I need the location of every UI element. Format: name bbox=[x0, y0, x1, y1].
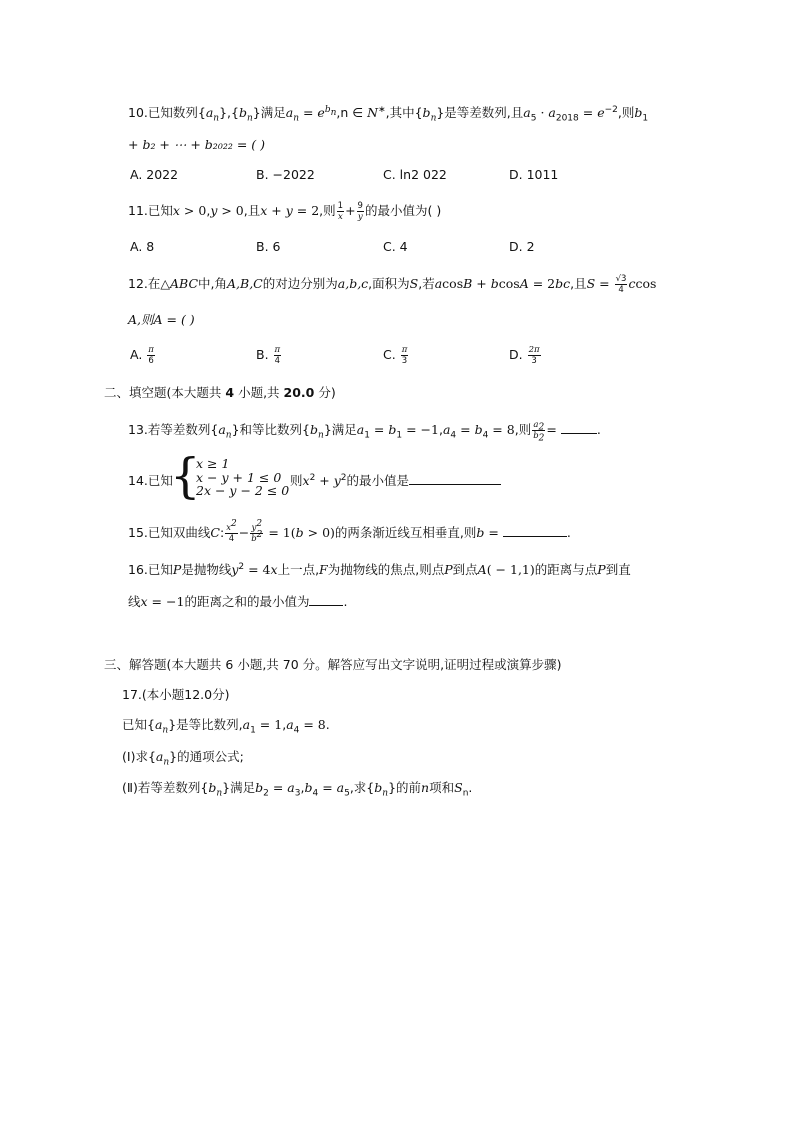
math: b bbox=[634, 105, 643, 120]
q12-text: ,面积为 bbox=[368, 276, 410, 291]
question-17-part2: (Ⅱ)若等差数列$\{b_n\}$满足$b_2 = a_3,b_4 = a_5$,求$\{b_n\}$的前n项和$S_n$. bbox=[122, 780, 473, 799]
q12-text: 的对边分别为 bbox=[262, 276, 338, 291]
question-11-stem bbox=[128, 201, 441, 222]
q10-text: ,n ∈ bbox=[336, 105, 368, 120]
q12-text: 中,角 bbox=[198, 276, 228, 291]
fraction-1-over-x: $\frac{1}{x}$ bbox=[337, 201, 344, 222]
option-label: C. 4 bbox=[383, 239, 408, 254]
section-3-heading: 三、解答题(本大题共 6 小题,共 70 分。解答应写出文字说明,证明过程或演算步骤) bbox=[104, 657, 562, 672]
q10-option-a[interactable] bbox=[130, 166, 178, 184]
q12-option-a[interactable] bbox=[130, 345, 156, 366]
math: a bbox=[548, 105, 556, 120]
math: = 2 bbox=[292, 203, 320, 218]
q16-text: 的距离之和的最小值为 bbox=[184, 594, 310, 609]
option-label: A. 8 bbox=[130, 239, 155, 254]
q12-line2-text: A,则A = ( ) bbox=[128, 312, 195, 327]
q11-option-b[interactable] bbox=[256, 238, 280, 256]
math: $b_n$ bbox=[238, 105, 253, 124]
answer-blank[interactable] bbox=[503, 524, 567, 537]
q15-text: 的两条渐近线互相垂直,则 bbox=[334, 525, 477, 540]
math: $a_n$ bbox=[285, 105, 299, 124]
q14-text: 则 bbox=[290, 473, 303, 488]
option-label: D. bbox=[509, 347, 523, 362]
math: = bbox=[578, 105, 598, 120]
question-14-tail: 则$x^2 + y^2$的最小值是 bbox=[290, 472, 501, 490]
inequality-2: x − y + 1 ≤ 0 bbox=[196, 469, 282, 485]
q11-text: 11.已知 bbox=[128, 203, 173, 218]
section-2-heading: 二、填空题(本大题共 4 小题,共 20.0 分) bbox=[104, 385, 336, 400]
math: $e^{b_n}$ bbox=[317, 104, 337, 120]
q11-text: ,且 bbox=[243, 203, 261, 218]
q17-text: 项和 bbox=[429, 780, 455, 795]
q12-option-c[interactable] bbox=[383, 345, 409, 366]
q16-text: 是抛物线 bbox=[181, 562, 232, 577]
q12-text: ,且 bbox=[570, 276, 587, 291]
math: > 0 bbox=[217, 203, 244, 218]
option-fraction: $\frac{\pi}{3}$ bbox=[401, 345, 408, 366]
q14-text: 14.已知 bbox=[128, 473, 173, 488]
q10-text: ,则 bbox=[617, 105, 635, 120]
question-14-label bbox=[128, 472, 173, 490]
q10-text: }满足 bbox=[252, 105, 286, 120]
question-16-line2: 线x = −1的距离之和的最小值为 . bbox=[128, 594, 348, 609]
q10-text: 10.已知数列{ bbox=[128, 105, 206, 120]
option-fraction: $\frac{\pi}{4}$ bbox=[274, 345, 281, 366]
q13-text: }满足 bbox=[323, 422, 357, 437]
fraction-y2-over-b2: $\frac{y^2}{b^2}$ bbox=[251, 519, 263, 544]
fraction-x2-over-4: $\frac{x^2}{4}$ bbox=[226, 519, 237, 544]
answer-blank[interactable] bbox=[561, 421, 597, 434]
q12-option-b[interactable] bbox=[256, 345, 282, 366]
answer-blank[interactable] bbox=[309, 593, 343, 606]
q10-sum-text: + b₂ + ⋯ + b₂₀₂₂ = ( ) bbox=[128, 137, 265, 152]
question-17-header bbox=[122, 686, 229, 704]
option-label: B. −2022 bbox=[256, 167, 315, 182]
math: = bbox=[299, 105, 318, 120]
q16-text: 到点 bbox=[452, 562, 478, 577]
option-label: B. bbox=[256, 347, 269, 362]
inequality-3: 2x − y − 2 ≤ 0 bbox=[196, 483, 290, 498]
q17-text: . bbox=[468, 780, 473, 795]
option-label: B. 6 bbox=[256, 239, 281, 254]
q17-text: (Ⅱ)若等差数列{ bbox=[122, 780, 209, 795]
q12-text: ,若 bbox=[418, 276, 435, 291]
q17-text: ,求{ bbox=[349, 780, 375, 795]
math: x bbox=[172, 203, 180, 218]
math: > 0 bbox=[179, 203, 207, 218]
math: a bbox=[523, 105, 531, 120]
option-label: A. 2022 bbox=[130, 167, 179, 182]
q11-text: 的最小值为( ) bbox=[364, 203, 442, 218]
q11-text: , bbox=[206, 203, 211, 218]
q16-text: 线 bbox=[128, 594, 141, 609]
math: S bbox=[409, 276, 419, 291]
math: a bbox=[434, 276, 443, 291]
question-13: 13.若等差数列$\{a_n\}$和等比数列$\{b_n\}$满足$a_1 = b_1 = -1,a_4 = b_4 = 8$,则 $\frac{a_2}{b_2}$ = . bbox=[128, 420, 601, 444]
q12-option-d[interactable] bbox=[509, 345, 542, 366]
math: + bbox=[345, 203, 356, 218]
q17-text: . bbox=[325, 717, 330, 732]
q13-text: ,则 bbox=[514, 422, 532, 437]
option-label: C. bbox=[383, 347, 396, 362]
question-12-stem: 12.在△ABC中,角A,B,C的对边分别为a,b,c,面积为S,若acosB + bcosA = 2bc,且S = $\frac{√3}{4}$ ccos bbox=[128, 274, 657, 295]
q10-text: },{ bbox=[219, 105, 239, 120]
inequality-1: x ≥ 1 bbox=[196, 456, 230, 471]
q11-option-c[interactable] bbox=[383, 238, 408, 256]
q11-option-a[interactable] bbox=[130, 238, 154, 256]
math: △ bbox=[160, 276, 171, 291]
q17-text: 17.(本小题12.0分) bbox=[122, 687, 230, 702]
q17-text: }的通项公式; bbox=[169, 749, 244, 764]
q16-text: 上一点, bbox=[277, 562, 320, 577]
question-17-given: 已知$\{a_n\}$是等比数列$,a_1 = 1,a_4 = 8$. bbox=[122, 717, 330, 736]
q15-text: 15.已知双曲线 bbox=[128, 525, 211, 540]
q16-text: . bbox=[343, 594, 348, 609]
option-label: A. bbox=[130, 347, 143, 362]
q13-text: 13.若等差数列{ bbox=[128, 422, 219, 437]
q10-option-c[interactable] bbox=[383, 166, 447, 184]
option-label: C. ln2 022 bbox=[383, 167, 447, 182]
q16-text: 的距离与点 bbox=[534, 562, 598, 577]
question-16-stem: 16.已知P是抛物线$y^2 = 4x$上一点,F为抛物线的焦点,则点P到点A( − 1,1)的距离与点P到直 bbox=[128, 561, 631, 577]
option-fraction: $\frac{2\pi}{3}$ bbox=[528, 345, 540, 366]
question-17-part1: (Ⅰ)求$\{a_n\}$的通项公式; bbox=[122, 749, 244, 768]
option-fraction: $\frac{\pi}{6}$ bbox=[148, 345, 154, 366]
q17-text: }是等比数列, bbox=[168, 717, 243, 732]
q14-text: 的最小值是 bbox=[346, 473, 410, 488]
math: e bbox=[597, 105, 605, 120]
q10-option-b[interactable] bbox=[256, 166, 315, 184]
math: y bbox=[210, 203, 218, 218]
question-12-line2 bbox=[128, 311, 195, 329]
q16-text: 为抛物线的焦点,则点 bbox=[327, 562, 445, 577]
math: S bbox=[586, 276, 596, 291]
math: $a_n$ bbox=[205, 105, 220, 124]
fraction-sqrt3-over-4: $\frac{√3}{4}$ bbox=[615, 274, 627, 295]
answer-blank[interactable] bbox=[409, 472, 501, 485]
question-10-line2 bbox=[128, 136, 265, 154]
q16-text: 到直 bbox=[605, 562, 631, 577]
math: + bbox=[267, 203, 286, 218]
question-10-stem: 10.已知数列$\{a_n\},\{b_n\}$满足$a_n = e^{b_n},n$ ∈ N∗,其中$\{b_n\}$是等差数列,且$a_5 \cdot a_{2018} = e^{-2}$,则$b_1$ bbox=[128, 104, 649, 124]
math: ABC bbox=[170, 276, 199, 291]
q10-text: ,其中{ bbox=[385, 105, 423, 120]
fraction-9-over-y: $\frac{9}{y}$ bbox=[357, 201, 363, 222]
math: A,B,C bbox=[227, 276, 263, 291]
fraction-a2-over-b2: $\frac{a_2}{b_2}$ bbox=[533, 420, 545, 444]
q15-text: . bbox=[566, 525, 571, 540]
inequality-system bbox=[196, 457, 289, 498]
math: N bbox=[367, 105, 379, 120]
option-label: D. 1011 bbox=[509, 167, 559, 182]
q10-text: }是等差数列,且 bbox=[436, 105, 524, 120]
q11-option-d[interactable] bbox=[509, 238, 535, 256]
math: $b_n$ bbox=[422, 105, 437, 124]
system-brace: { bbox=[170, 448, 201, 504]
math: · bbox=[536, 105, 549, 120]
q10-option-d[interactable] bbox=[509, 166, 558, 184]
q12-text: 12.在 bbox=[128, 276, 161, 291]
math: x bbox=[260, 203, 268, 218]
q17-text: 已知{ bbox=[122, 717, 155, 732]
math: a,b,c bbox=[337, 276, 369, 291]
math: y bbox=[285, 203, 293, 218]
question-15: 15.已知双曲线C: $\frac{x^2}{4}$ − $\frac{y^2}{b^2}$ = 1(b > 0)的两条渐近线互相垂直,则b = . bbox=[128, 519, 571, 544]
q13-text: . bbox=[596, 422, 601, 437]
q16-text: 16.已知 bbox=[128, 562, 173, 577]
q13-text: }和等比数列{ bbox=[231, 422, 310, 437]
option-label: D. 2 bbox=[509, 239, 535, 254]
q17-text: }的前 bbox=[388, 780, 422, 795]
q17-text: (Ⅰ)求{ bbox=[122, 749, 156, 764]
q11-text: ,则 bbox=[319, 203, 336, 218]
q17-text: }满足 bbox=[222, 780, 256, 795]
